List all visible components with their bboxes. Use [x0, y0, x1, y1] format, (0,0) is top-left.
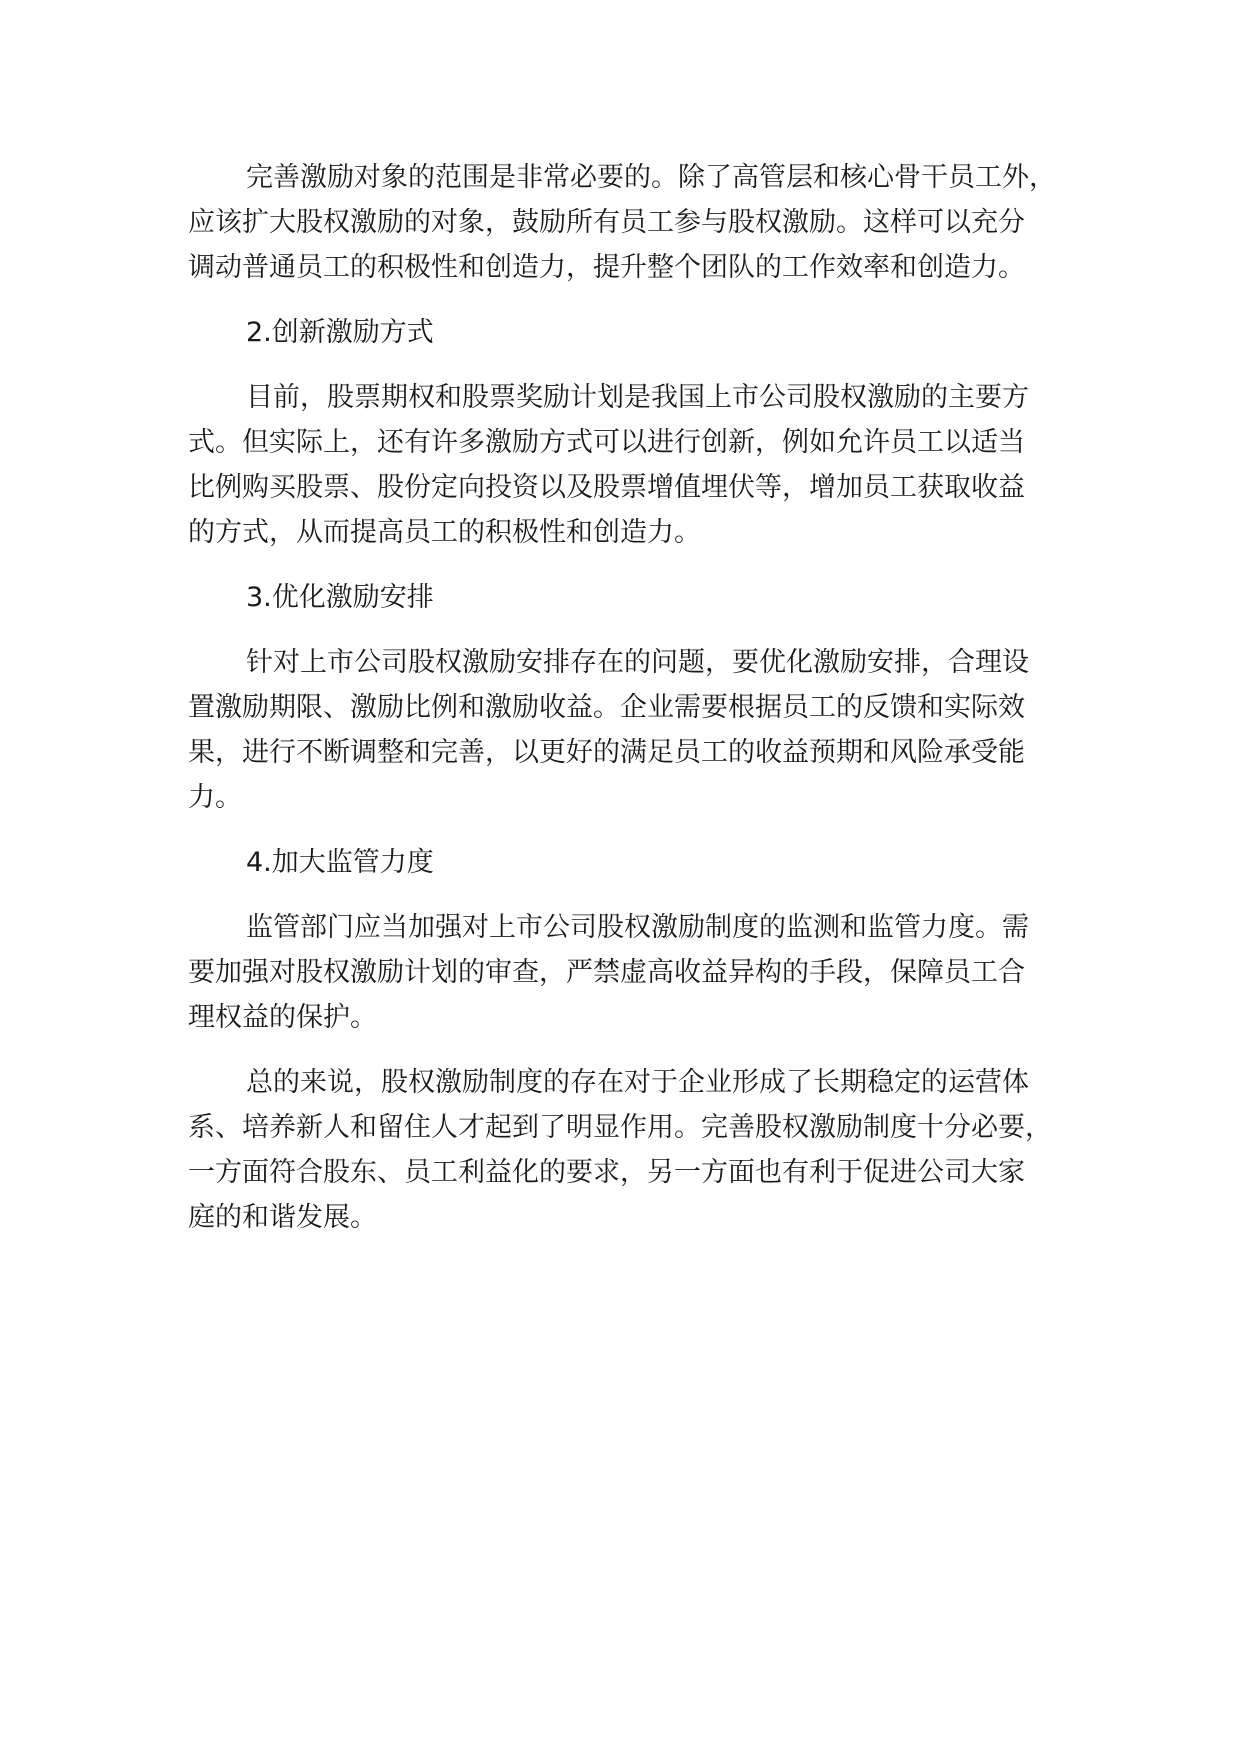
text-line: 的方式，从而提高员工的积极性和创造力。: [188, 517, 701, 548]
text-line: 要加强对股权激励计划的审查，严禁虚高收益异构的手段，保障员工合: [188, 957, 1025, 988]
text-line: 监管部门应当加强对上市公司股权激励制度的监测和监管力度。需: [246, 912, 1029, 943]
heading-text: 2.创新激励方式: [246, 317, 434, 348]
text-line: 果，进行不断调整和完善，以更好的满足员工的收益预期和风险承受能: [188, 737, 1025, 768]
text-line: 应该扩大股权激励的对象，鼓励所有员工参与股权激励。这样可以充分: [188, 207, 1025, 238]
text-line: 理权益的保护。: [188, 1002, 377, 1033]
paragraph-incentive-scope: [188, 155, 1088, 290]
text-line: 庭的和谐发展。: [188, 1202, 377, 1233]
text-line: 力。: [188, 782, 242, 813]
paragraph-conclusion: [188, 1060, 1088, 1240]
section-heading-2: [188, 310, 1088, 355]
text-line: 式。但实际上，还有许多激励方式可以进行创新，例如允许员工以适当: [188, 427, 1025, 458]
heading-text: 4.加大监管力度: [246, 847, 434, 878]
text-line: 总的来说，股权激励制度的存在对于企业形成了长期稳定的运营体: [246, 1067, 1029, 1098]
section-heading-3: [188, 575, 1088, 620]
heading-text: 3.优化激励安排: [246, 582, 434, 613]
text-line: 置激励期限、激励比例和激励收益。企业需要根据员工的反馈和实际效: [188, 692, 1025, 723]
text-line: 一方面符合股东、员工利益化的要求，另一方面也有利于促进公司大家: [188, 1157, 1025, 1188]
document-body: [188, 155, 1088, 1260]
paragraph-strengthen-supervision: [188, 905, 1088, 1040]
text-line: 完善激励对象的范围是非常必要的。除了高管层和核心骨干员工外，: [246, 162, 1056, 193]
paragraph-innovate-methods: [188, 375, 1088, 555]
text-line: 比例购买股票、股份定向投资以及股票增值埋伏等，增加员工获取收益: [188, 472, 1025, 503]
text-line: 系、培养新人和留住人才起到了明显作用。完善股权激励制度十分必要，: [188, 1112, 1052, 1143]
paragraph-optimize-arrangement: [188, 640, 1088, 820]
text-line: 针对上市公司股权激励安排存在的问题，要优化激励安排，合理设: [246, 647, 1029, 678]
text-line: 调动普通员工的积极性和创造力，提升整个团队的工作效率和创造力。: [188, 252, 1025, 283]
text-line: 目前，股票期权和股票奖励计划是我国上市公司股权激励的主要方: [246, 382, 1029, 413]
section-heading-4: [188, 840, 1088, 885]
